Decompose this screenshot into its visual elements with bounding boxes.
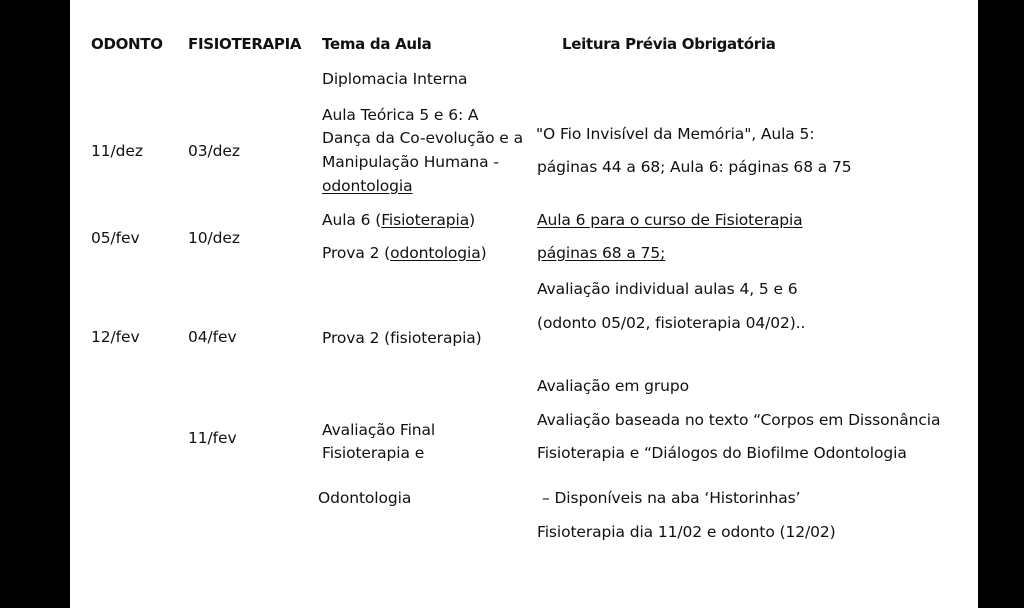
tema-line: [322, 210, 475, 230]
tema-text: ): [469, 211, 476, 229]
odonto-date: 05/fev: [91, 229, 140, 247]
tema-text-underlined: Fisioterapia: [381, 211, 470, 229]
tema-text: Aula 6 (: [322, 211, 382, 229]
document-page: [70, 0, 978, 608]
odonto-date: 11/dez: [91, 142, 143, 160]
tema-cell: Prova 2 (fisioterapia): [322, 329, 482, 347]
header-odonto: ODONTO: [91, 35, 163, 53]
leitura-line-underlined: Aula 6 para o curso de Fisioterapia: [537, 211, 803, 229]
fisio-date: 10/dez: [188, 229, 240, 247]
tema-line: Dança da Co-evolução e a: [322, 129, 523, 147]
tema-line: Manipulação Humana -: [322, 153, 499, 171]
tema-line-underlined: odontologia: [322, 177, 413, 195]
fisio-date: 03/dez: [188, 142, 240, 160]
tema-line: Avaliação Final: [322, 421, 436, 439]
tema-line: [322, 243, 487, 263]
leitura-line: Fisioterapia dia 11/02 e odonto (12/02): [537, 523, 836, 541]
leitura-line: Fisioterapia e “Diálogos do Biofilme Odontologia: [537, 444, 907, 462]
tema-line: Odontologia: [318, 489, 412, 507]
leitura-line: (odonto 05/02, fisioterapia 04/02)..: [537, 314, 806, 332]
leitura-line: – Disponíveis na aba ‘Historinhas’: [542, 489, 801, 507]
leitura-line: "O Fio Invisível da Memória", Aula 5:: [536, 125, 815, 143]
header-fisioterapia: FISIOTERAPIA: [188, 35, 302, 53]
leitura-line: Avaliação individual aulas 4, 5 e 6: [537, 280, 798, 298]
leitura-line: Avaliação em grupo: [537, 377, 690, 395]
fisio-date: 11/fev: [188, 429, 237, 447]
odonto-date: 12/fev: [91, 328, 140, 346]
tema-text: ): [480, 244, 487, 262]
tema-text: Prova 2 (: [322, 244, 391, 262]
header-leitura: Leitura Prévia Obrigatória: [562, 35, 776, 53]
header-tema: Tema da Aula: [322, 35, 432, 53]
tema-line: Aula Teórica 5 e 6: A: [322, 106, 479, 124]
tema-line: Fisioterapia e: [322, 444, 425, 462]
leitura-line-underlined: páginas 68 a 75;: [537, 244, 666, 262]
tema-text-underlined: odontologia: [390, 244, 481, 262]
tema-cell: Diplomacia Interna: [322, 70, 468, 88]
leitura-line: Avaliação baseada no texto “Corpos em Dissonância: [537, 411, 941, 429]
leitura-line: páginas 44 a 68; Aula 6: páginas 68 a 75: [537, 158, 852, 176]
fisio-date: 04/fev: [188, 328, 237, 346]
